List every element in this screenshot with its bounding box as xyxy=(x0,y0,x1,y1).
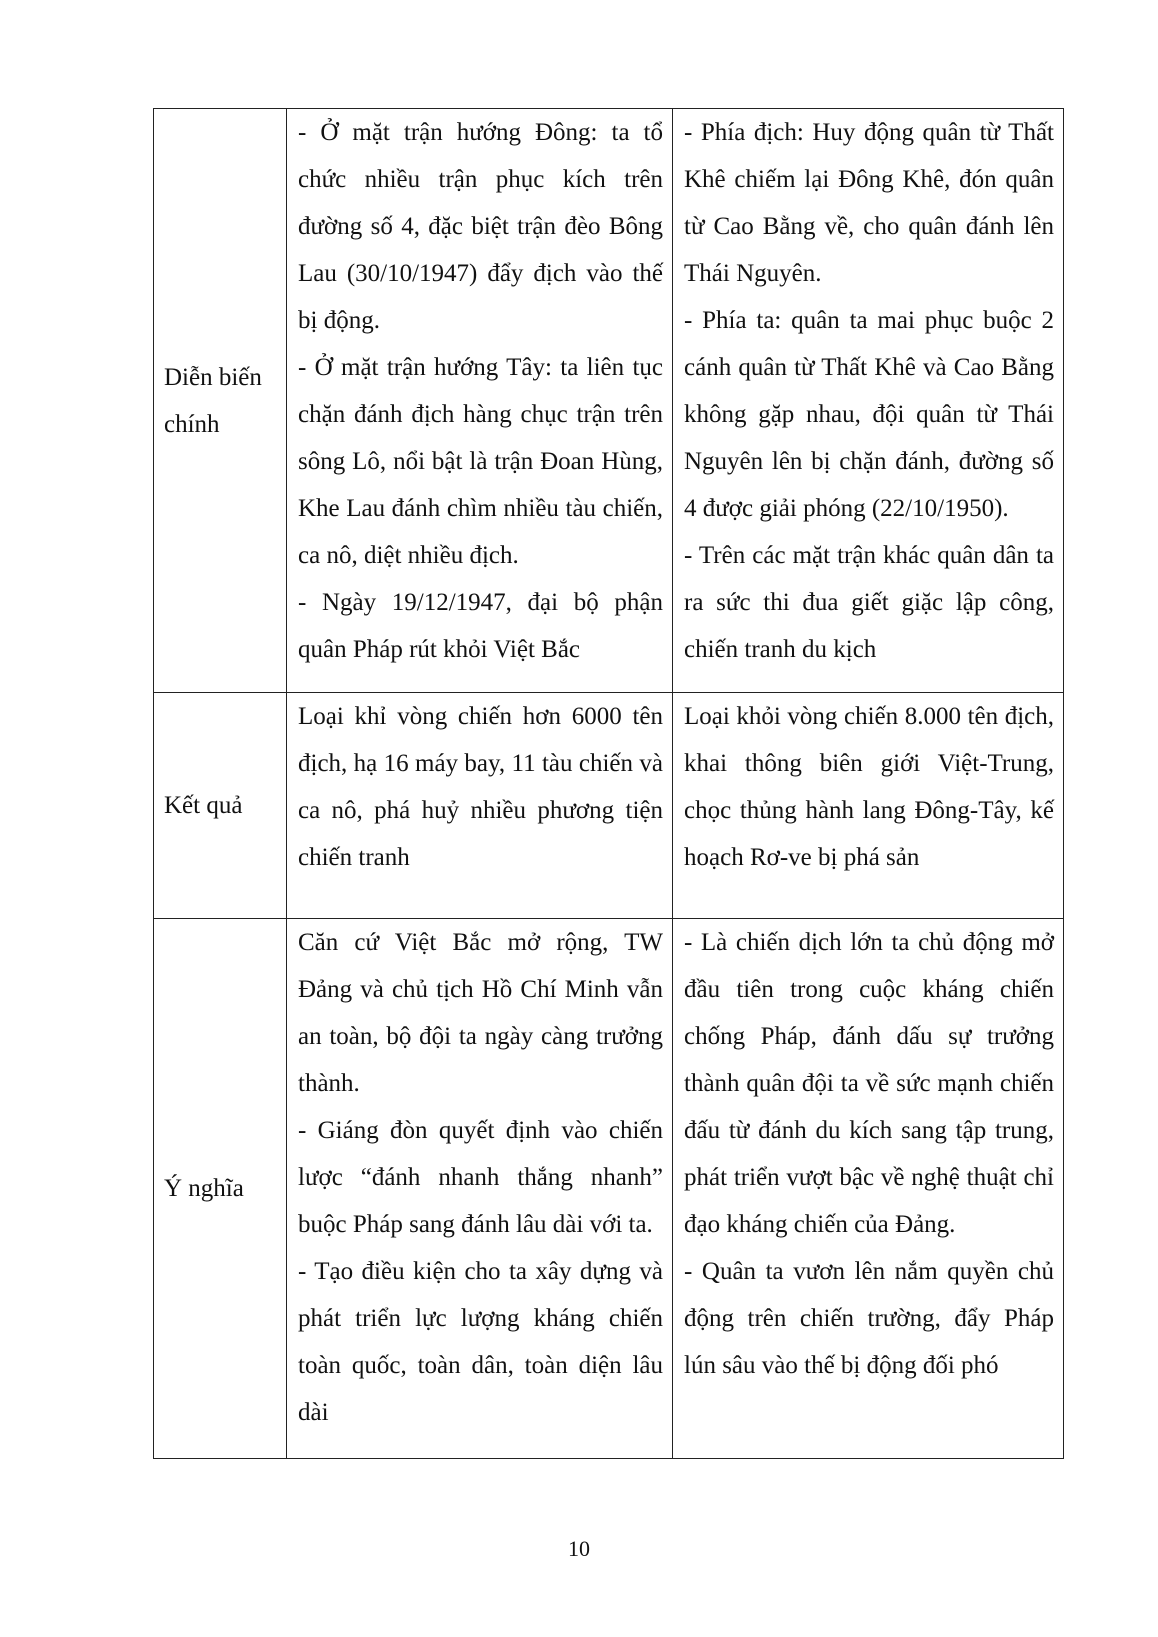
paragraph: - Phía địch: Huy động quân từ Thất Khê chiếm lại Đông Khê, đón quân từ Cao Bằng về, cho quân đánh lên Thái Nguyên. xyxy=(684,119,1054,287)
paragraph: - Ở mặt trận hướng Tây: ta liên tục chặn đánh địch hàng chục trận trên sông Lô, nổi bật là trận Đoan Hùng, Khe Lau đánh chìm nhiều tàu chiến, ca nô, diệt nhiều địch. xyxy=(298,354,663,569)
col-a-cell xyxy=(287,109,673,693)
paragraph: Căn cứ Việt Bắc mở rộng, TW Đảng và chủ tịch Hồ Chí Minh vẫn an toàn, bộ đội ta ngày càng trưởng thành. xyxy=(298,929,663,1097)
paragraph: - Giáng đòn quyết định vào chiến lược “đánh nhanh thắng nhanh” buộc Pháp sang đánh lâu dài với ta. xyxy=(298,1117,663,1238)
table-row-y-nghia xyxy=(154,919,1064,1459)
table-row-dien-bien xyxy=(154,109,1064,693)
col-a-cell xyxy=(287,919,673,1459)
paragraph: - Ngày 19/12/1947, đại bộ phận quân Pháp rút khỏi Việt Bắc xyxy=(298,589,663,663)
col-a-cell xyxy=(287,693,673,919)
paragraph: Loại khỉ vòng chiến hơn 6000 tên địch, hạ 16 máy bay, 11 tàu chiến và ca nô, phá huỷ nhiều phương tiện chiến tranh xyxy=(298,703,663,871)
col-b-cell xyxy=(673,693,1064,919)
page-number: 10 xyxy=(568,1536,590,1561)
col-b-cell xyxy=(673,109,1064,693)
paragraph: - Ở mặt trận hướng Đông: ta tổ chức nhiều trận phục kích trên đường số 4, đặc biệt trận đèo Bông Lau (30/10/1947) đẩy địch vào thế bị động. xyxy=(298,119,663,334)
row-label: Kết quả xyxy=(164,792,243,819)
row-label: Diễn biến chính xyxy=(164,363,262,438)
paragraph: - Quân ta vươn lên nắm quyền chủ động trên chiến trường, đẩy Pháp lún sâu vào thế bị động đối phó xyxy=(684,1258,1054,1379)
row-label-cell xyxy=(154,693,287,919)
paragraph: Loại khỏi vòng chiến 8.000 tên địch, khai thông biên giới Việt-Trung, chọc thủng hành lang Đông-Tây, kế hoạch Rơ-ve bị phá sản xyxy=(684,703,1054,871)
paragraph: - Trên các mặt trận khác quân dân ta ra sức thi đua giết giặc lập công, chiến tranh du kịch xyxy=(684,542,1054,663)
row-label: Ý nghĩa xyxy=(164,1175,244,1202)
table-row-ket-qua xyxy=(154,693,1064,919)
row-label-cell xyxy=(154,109,287,693)
paragraph: - Tạo điều kiện cho ta xây dựng và phát triển lực lượng kháng chiến toàn quốc, toàn dân, toàn diện lâu dài xyxy=(298,1258,663,1426)
col-b-cell xyxy=(673,919,1064,1459)
paragraph: - Phía ta: quân ta mai phục buộc 2 cánh quân từ Thất Khê và Cao Bằng không gặp nhau, đội quân từ Thái Nguyên lên bị chặn đánh, đường số 4 được giải phóng (22/10/1950). xyxy=(684,307,1054,522)
row-label-cell xyxy=(154,919,287,1459)
paragraph: - Là chiến dịch lớn ta chủ động mở đầu tiên trong cuộc kháng chiến chống Pháp, đánh dấu sự trưởng thành quân đội ta về sức mạnh chiến đấu từ đánh du kích sang tập trung, phát triển vượt bậc về nghệ thuật chỉ đạo kháng chiến của Đảng. xyxy=(684,929,1054,1238)
comparison-table xyxy=(153,108,1064,1459)
